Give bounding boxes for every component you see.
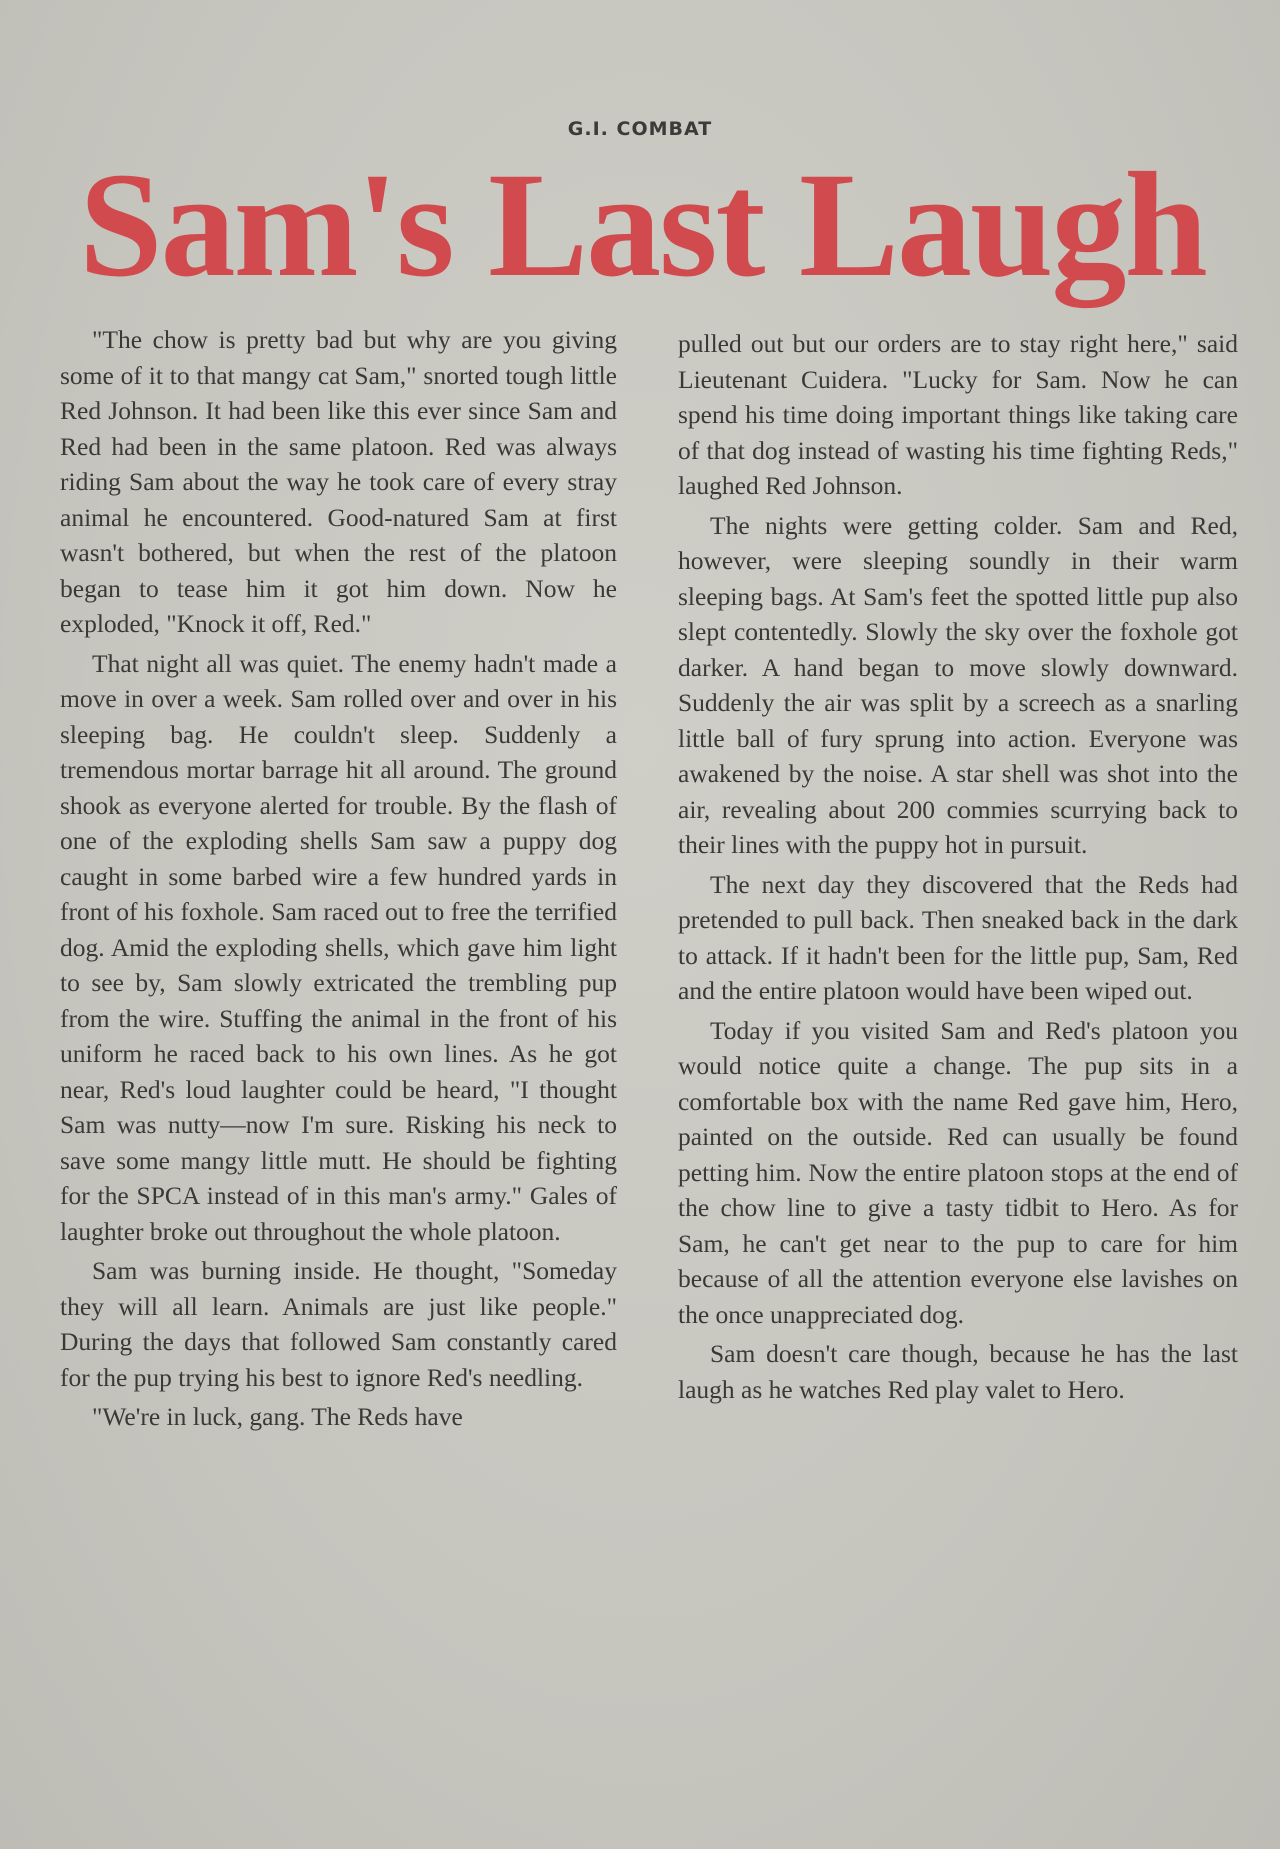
story-paragraph: Sam doesn't care though, because he has the last laugh as he watches Red play valet to Hero. bbox=[678, 1339, 1238, 1404]
story-paragraph: That night all was quiet. The enemy hadn't made a move in over a week. Sam rolled over and over in his sleeping bag. He couldn't sleep. Suddenly a tremendous mortar barrage hit all around. The ground shook as everyone alerted for trouble. By the flash of one of the exploding shells Sam saw a puppy dog caught in some barbed wire a few hundred yards in front of his foxhole. Sam raced out to free the terrified dog. Amid the exploding shells, which gave him light to see by, Sam slowly extricated the trembling pup from the wire. Stuffing the animal in the front of his uniform he raced back to his own lines. As he got near, Red's loud laughter could be heard, "I thought Sam was nutty—now I'm sure. Risking his neck to save some mangy little mutt. He should be fighting for the SPCA instead of in this man's army." Gales of laughter broke out throughout the whole platoon. bbox=[60, 648, 617, 1246]
story-paragraph: The nights were getting colder. Sam and Red, however, were sleeping soundly in their warm sleeping bags. At Sam's feet the spotted little pup also slept contentedly. Slowly the sky over the foxhole got darker. A hand began to move slowly downward. Suddenly the air was split by a screech as a snarling little ball of fury sprung into action. Everyone was awakened by the noise. A star shell was shot into the air, revealing about 200 commies scurrying back to their lines with the puppy hot in pursuit. bbox=[678, 510, 1238, 859]
story-paragraph: Sam was burning inside. He thought, "Someday they will all learn. Animals are just like people." During the days that followed Sam constantly cared for the pup trying his best to ignore Red's needling. bbox=[60, 1256, 617, 1392]
series-header: G.I. COMBAT bbox=[567, 118, 713, 140]
story-title: Sam's Last Laugh bbox=[79, 142, 1206, 308]
story-paragraph: "We're in luck, gang. The Reds have bbox=[92, 1402, 463, 1431]
story-paragraph: The next day they discovered that the Reds had pretended to pull back. Then sneaked back in the dark to attack. If it hadn't been for the little pup, Sam, Red and the entire platoon would have been wiped out. bbox=[678, 869, 1238, 1005]
story-paragraph: Today if you visited Sam and Red's platoon you would notice quite a change. The pup sits in a comfortable box with the name Red gave him, Hero, painted on the outside. Red can usually be found petting him. Now the entire platoon stops at the end of the chow line to give a tasty tidbit to Hero. As for Sam, he can't get near to the pup to care for him because of all the attention everyone else lavishes on the once unappreciated dog. bbox=[678, 1015, 1238, 1329]
story-paragraph: "The chow is pretty bad but why are you giving some of it to that mangy cat Sam," snorted tough little Red Johnson. It had been like this ever since Sam and Red had been in the same platoon. Red was always riding Sam about the way he took care of every stray animal he encountered. Good-natured Sam at first wasn't bothered, but when the rest of the platoon began to tease him it got him down. Now he exploded, "Knock it off, Red." bbox=[60, 325, 617, 638]
right-column bbox=[678, 326, 1238, 1411]
left-column bbox=[60, 322, 617, 1439]
story-paragraph-continued: pulled out but our orders are to stay right here," said Lieutenant Cuidera. "Lucky for Sam. Now he can spend his time doing important things like taking care of that dog instead of wasting his time fighting Reds," laughed Red Johnson. bbox=[678, 329, 1238, 500]
